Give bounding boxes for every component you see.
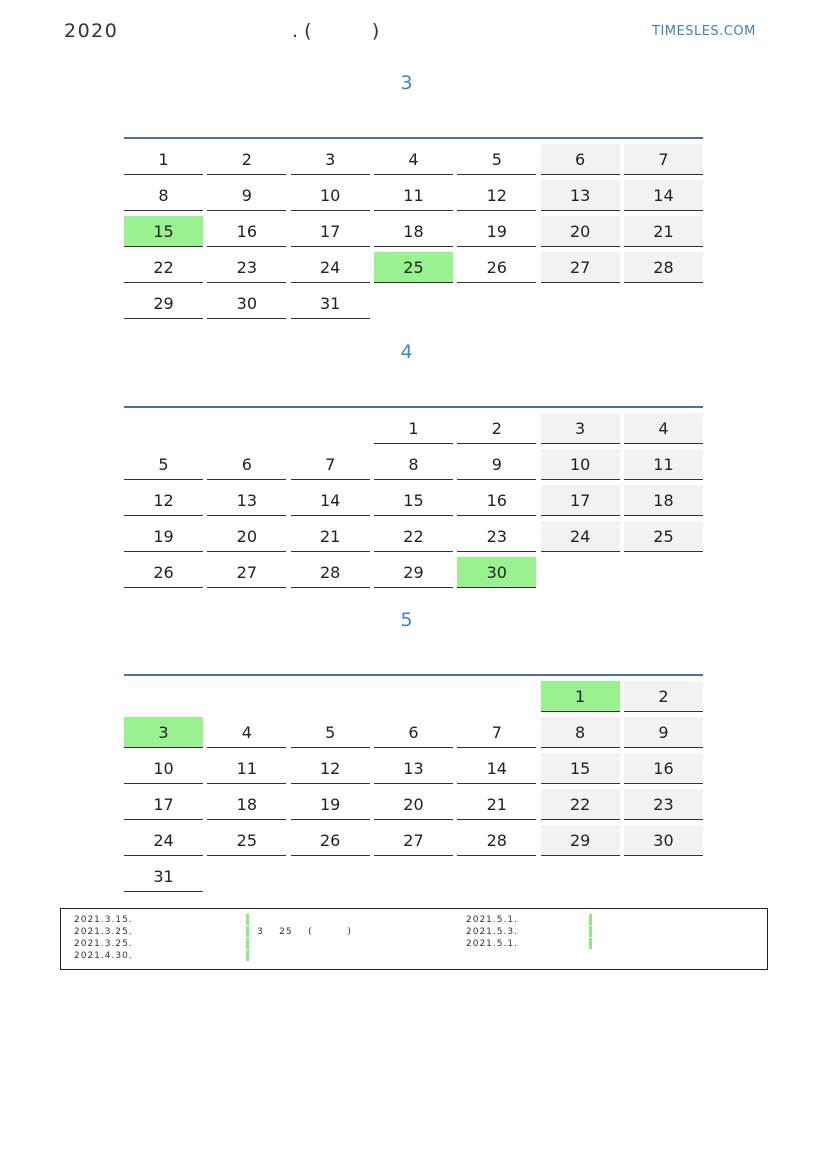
- day-cell[interactable]: 25: [207, 825, 286, 856]
- day-cell[interactable]: 5: [457, 144, 536, 175]
- day-cell[interactable]: 19: [124, 521, 203, 552]
- weekend-day-cell[interactable]: 30: [624, 825, 703, 856]
- weekend-day-cell[interactable]: 6: [541, 144, 620, 175]
- month-title-april: 4: [400, 341, 413, 363]
- month-title-march: 3: [400, 72, 413, 94]
- day-cell[interactable]: 8: [374, 449, 453, 480]
- site-link[interactable]: TIMESLES.COM: [652, 24, 756, 39]
- day-cell[interactable]: 16: [207, 216, 286, 247]
- holiday-day-cell[interactable]: 30: [457, 557, 536, 588]
- day-cell[interactable]: 12: [291, 753, 370, 784]
- weekend-day-cell[interactable]: 4: [624, 413, 703, 444]
- day-cell[interactable]: 5: [124, 449, 203, 480]
- empty-day-cell: [541, 861, 620, 892]
- empty-day-cell: [374, 861, 453, 892]
- day-cell[interactable]: 15: [374, 485, 453, 516]
- empty-day-cell: [374, 288, 453, 319]
- legend-date: 2021.3.25.: [74, 927, 133, 937]
- day-cell[interactable]: 26: [291, 825, 370, 856]
- calendar-may: [124, 674, 703, 892]
- day-cell[interactable]: 23: [207, 252, 286, 283]
- day-cell[interactable]: 31: [291, 288, 370, 319]
- legend-row: [466, 938, 600, 950]
- legend-text: [592, 914, 600, 926]
- month-title-may: 5: [400, 609, 413, 631]
- empty-day-cell: [624, 557, 703, 588]
- legend-text: 3 25 ( ): [257, 927, 352, 937]
- day-cell[interactable]: 6: [207, 449, 286, 480]
- empty-day-cell: [624, 288, 703, 319]
- day-cell[interactable]: 30: [207, 288, 286, 319]
- calendar-april: [124, 406, 703, 588]
- header-year: 2020: [64, 20, 119, 42]
- weekend-day-cell[interactable]: 7: [624, 144, 703, 175]
- legend-row: [74, 914, 352, 926]
- weekend-day-cell[interactable]: 17: [541, 485, 620, 516]
- day-cell[interactable]: 9: [457, 449, 536, 480]
- legend-column-left: [74, 914, 352, 962]
- legend-date: 2021.5.1.: [466, 915, 518, 925]
- day-cell[interactable]: 5: [291, 717, 370, 748]
- empty-day-cell: [541, 557, 620, 588]
- empty-day-cell: [291, 861, 370, 892]
- legend-text: [249, 950, 257, 962]
- legend-row: [74, 938, 352, 950]
- header-subtitle: . ( ): [292, 20, 380, 42]
- day-grid: [124, 144, 703, 319]
- day-cell[interactable]: 1: [124, 144, 203, 175]
- day-cell[interactable]: 18: [207, 789, 286, 820]
- weekend-day-cell[interactable]: 14: [624, 180, 703, 211]
- legend-column-right: [466, 914, 600, 950]
- weekend-day-cell[interactable]: 13: [541, 180, 620, 211]
- empty-day-cell: [207, 861, 286, 892]
- day-cell[interactable]: 10: [124, 753, 203, 784]
- weekend-day-cell[interactable]: 29: [541, 825, 620, 856]
- legend-date: 2021.4.30.: [74, 951, 133, 961]
- day-cell[interactable]: 12: [457, 180, 536, 211]
- weekend-day-cell[interactable]: 16: [624, 753, 703, 784]
- day-cell[interactable]: 10: [291, 180, 370, 211]
- day-cell[interactable]: 23: [457, 521, 536, 552]
- empty-day-cell: [457, 861, 536, 892]
- day-cell[interactable]: 14: [291, 485, 370, 516]
- day-cell[interactable]: 22: [124, 252, 203, 283]
- legend-date: 2021.3.25.: [74, 939, 133, 949]
- day-cell[interactable]: 21: [291, 521, 370, 552]
- holiday-day-cell[interactable]: 15: [124, 216, 203, 247]
- holiday-day-cell[interactable]: 3: [124, 717, 203, 748]
- calendar-rule: [124, 137, 703, 139]
- legend-row: [74, 950, 352, 962]
- weekend-day-cell[interactable]: 20: [541, 216, 620, 247]
- weekend-day-cell[interactable]: 22: [541, 789, 620, 820]
- day-cell[interactable]: 9: [207, 180, 286, 211]
- legend-row: [74, 926, 352, 938]
- empty-day-cell: [124, 681, 203, 712]
- day-cell[interactable]: 28: [457, 825, 536, 856]
- legend-text: [249, 914, 257, 926]
- legend-text: [249, 938, 257, 950]
- day-cell[interactable]: 20: [374, 789, 453, 820]
- day-cell[interactable]: 27: [207, 557, 286, 588]
- day-cell[interactable]: 2: [207, 144, 286, 175]
- legend-text: [592, 926, 600, 938]
- calendar-rule: [124, 674, 703, 676]
- weekend-day-cell[interactable]: 8: [541, 717, 620, 748]
- day-cell[interactable]: 22: [374, 521, 453, 552]
- empty-day-cell: [457, 681, 536, 712]
- day-cell[interactable]: 19: [457, 216, 536, 247]
- day-cell[interactable]: 19: [291, 789, 370, 820]
- day-cell[interactable]: 29: [124, 288, 203, 319]
- legend-date: 2021.5.3.: [466, 927, 518, 937]
- day-cell[interactable]: 24: [291, 252, 370, 283]
- day-cell[interactable]: 7: [457, 717, 536, 748]
- day-cell[interactable]: 21: [457, 789, 536, 820]
- legend-row: [466, 926, 600, 938]
- empty-day-cell: [207, 413, 286, 444]
- day-cell[interactable]: 2: [457, 413, 536, 444]
- day-cell[interactable]: 31: [124, 861, 203, 892]
- empty-day-cell: [207, 681, 286, 712]
- day-cell[interactable]: 11: [374, 180, 453, 211]
- empty-day-cell: [291, 413, 370, 444]
- calendar-rule: [124, 406, 703, 408]
- day-cell[interactable]: 11: [207, 753, 286, 784]
- day-cell[interactable]: 13: [374, 753, 453, 784]
- day-cell[interactable]: 8: [124, 180, 203, 211]
- day-cell[interactable]: 7: [291, 449, 370, 480]
- legend-row: [466, 914, 600, 926]
- day-cell[interactable]: 24: [124, 825, 203, 856]
- empty-day-cell: [124, 413, 203, 444]
- day-cell[interactable]: 12: [124, 485, 203, 516]
- day-cell[interactable]: 13: [207, 485, 286, 516]
- day-cell[interactable]: 29: [374, 557, 453, 588]
- empty-day-cell: [541, 288, 620, 319]
- calendar-march: [124, 137, 703, 319]
- legend-date: 2021.5.1.: [466, 939, 518, 949]
- day-cell[interactable]: 14: [457, 753, 536, 784]
- holiday-day-cell[interactable]: 25: [374, 252, 453, 283]
- weekend-day-cell[interactable]: 23: [624, 789, 703, 820]
- empty-day-cell: [624, 861, 703, 892]
- weekend-day-cell[interactable]: 25: [624, 521, 703, 552]
- day-cell[interactable]: 26: [457, 252, 536, 283]
- day-cell[interactable]: 26: [124, 557, 203, 588]
- day-cell[interactable]: 17: [291, 216, 370, 247]
- weekend-day-cell[interactable]: 18: [624, 485, 703, 516]
- day-cell[interactable]: 16: [457, 485, 536, 516]
- weekend-day-cell[interactable]: 15: [541, 753, 620, 784]
- weekend-day-cell[interactable]: 11: [624, 449, 703, 480]
- empty-day-cell: [374, 681, 453, 712]
- weekend-day-cell[interactable]: 21: [624, 216, 703, 247]
- day-grid: [124, 681, 703, 892]
- weekend-day-cell[interactable]: 24: [541, 521, 620, 552]
- weekend-day-cell[interactable]: 3: [541, 413, 620, 444]
- legend-date: 2021.3.15.: [74, 915, 133, 925]
- day-cell[interactable]: 4: [207, 717, 286, 748]
- weekend-day-cell[interactable]: 27: [541, 252, 620, 283]
- day-cell[interactable]: 6: [374, 717, 453, 748]
- day-cell[interactable]: 20: [207, 521, 286, 552]
- day-cell[interactable]: 27: [374, 825, 453, 856]
- empty-day-cell: [291, 681, 370, 712]
- empty-day-cell: [457, 288, 536, 319]
- weekend-day-cell[interactable]: 10: [541, 449, 620, 480]
- day-cell[interactable]: 28: [291, 557, 370, 588]
- holiday-legend: [60, 908, 768, 970]
- legend-text: [592, 938, 600, 950]
- day-cell[interactable]: 17: [124, 789, 203, 820]
- day-grid: [124, 413, 703, 588]
- day-cell[interactable]: 1: [374, 413, 453, 444]
- weekend-day-cell[interactable]: 9: [624, 717, 703, 748]
- day-cell[interactable]: 18: [374, 216, 453, 247]
- day-cell[interactable]: 4: [374, 144, 453, 175]
- day-cell[interactable]: 3: [291, 144, 370, 175]
- weekend-day-cell[interactable]: 2: [624, 681, 703, 712]
- holiday-day-cell[interactable]: 1: [541, 681, 620, 712]
- weekend-day-cell[interactable]: 28: [624, 252, 703, 283]
